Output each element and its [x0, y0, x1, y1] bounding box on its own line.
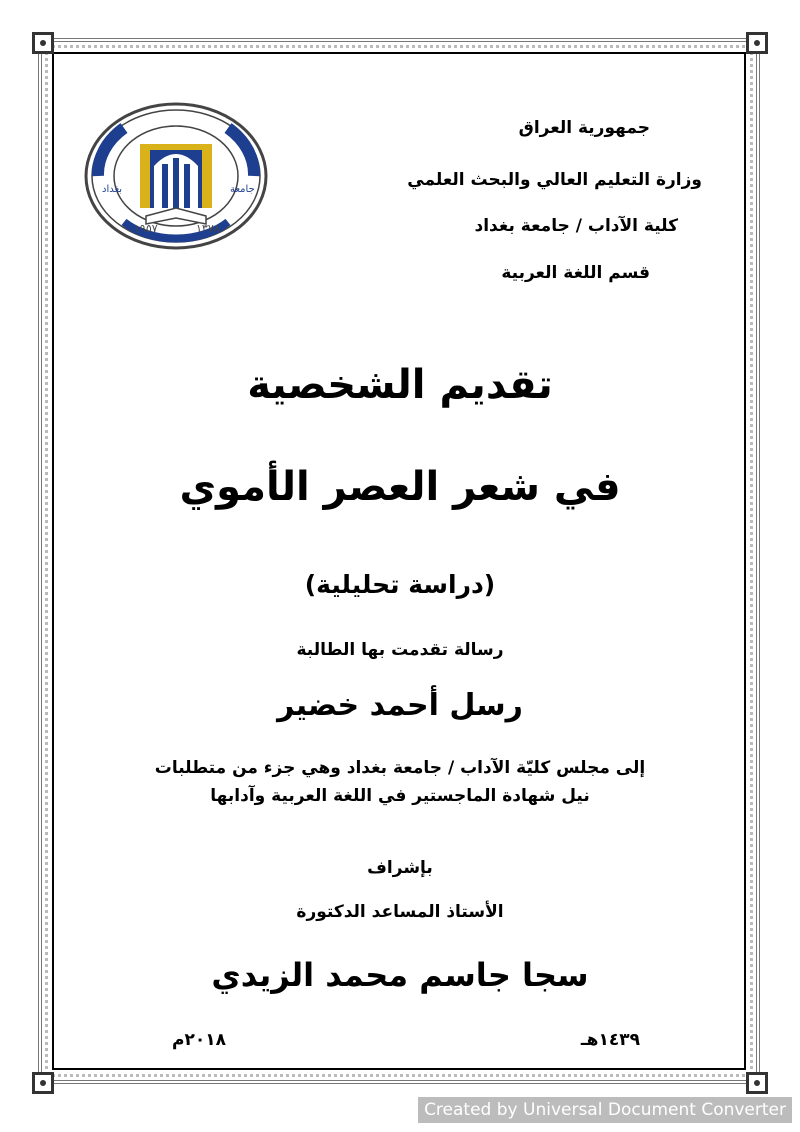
header-ministry: وزارة التعليم العالي والبحث العلمي	[407, 170, 702, 190]
year-hijri: ١٤٣٩هـ	[580, 1030, 640, 1050]
header-republic: جمهورية العراق	[518, 118, 650, 138]
header-department: قسم اللغة العربية	[501, 263, 650, 283]
purpose-line-2: نيل شهادة الماجستير في اللغة العربية وآدابها	[210, 786, 590, 806]
thesis-subtitle: (دراسة تحليلية)	[304, 570, 496, 599]
supervision-label: بإشراف	[367, 858, 433, 878]
presented-by-label: رسالة تقدمت بها الطالبة	[296, 640, 504, 660]
student-name: رسل أحمد خضير	[277, 688, 523, 723]
supervisor-name: سجا جاسم محمد الزيدي	[211, 956, 589, 994]
seal-right-text: جامعة	[230, 184, 255, 195]
seal-year-gregorian: ١٩٥٧	[134, 222, 158, 235]
university-of-baghdad-seal-icon	[84, 102, 268, 250]
converter-watermark: Created by Universal Document Converter	[418, 1097, 792, 1123]
thesis-title-line-2: في شعر العصر الأموي	[179, 464, 621, 510]
seal-year-hijri: ١٣٧٨	[196, 222, 220, 235]
supervisor-rank: الأستاذ المساعد الدكتورة	[296, 902, 504, 922]
year-gregorian: ٢٠١٨م	[172, 1030, 226, 1050]
corner-ornament-bottom-left	[32, 1072, 54, 1094]
corner-ornament-top-right	[746, 32, 768, 54]
corner-ornament-top-left	[32, 32, 54, 54]
header-college: كلية الآداب / جامعة بغداد	[474, 216, 678, 236]
purpose-line-1: إلى مجلس كليّة الآداب / جامعة بغداد وهي جزء من متطلبات	[154, 758, 646, 778]
corner-ornament-bottom-right	[746, 1072, 768, 1094]
thesis-title-line-1: تقديم الشخصية	[247, 362, 553, 408]
seal-left-text: بغداد	[102, 184, 123, 195]
